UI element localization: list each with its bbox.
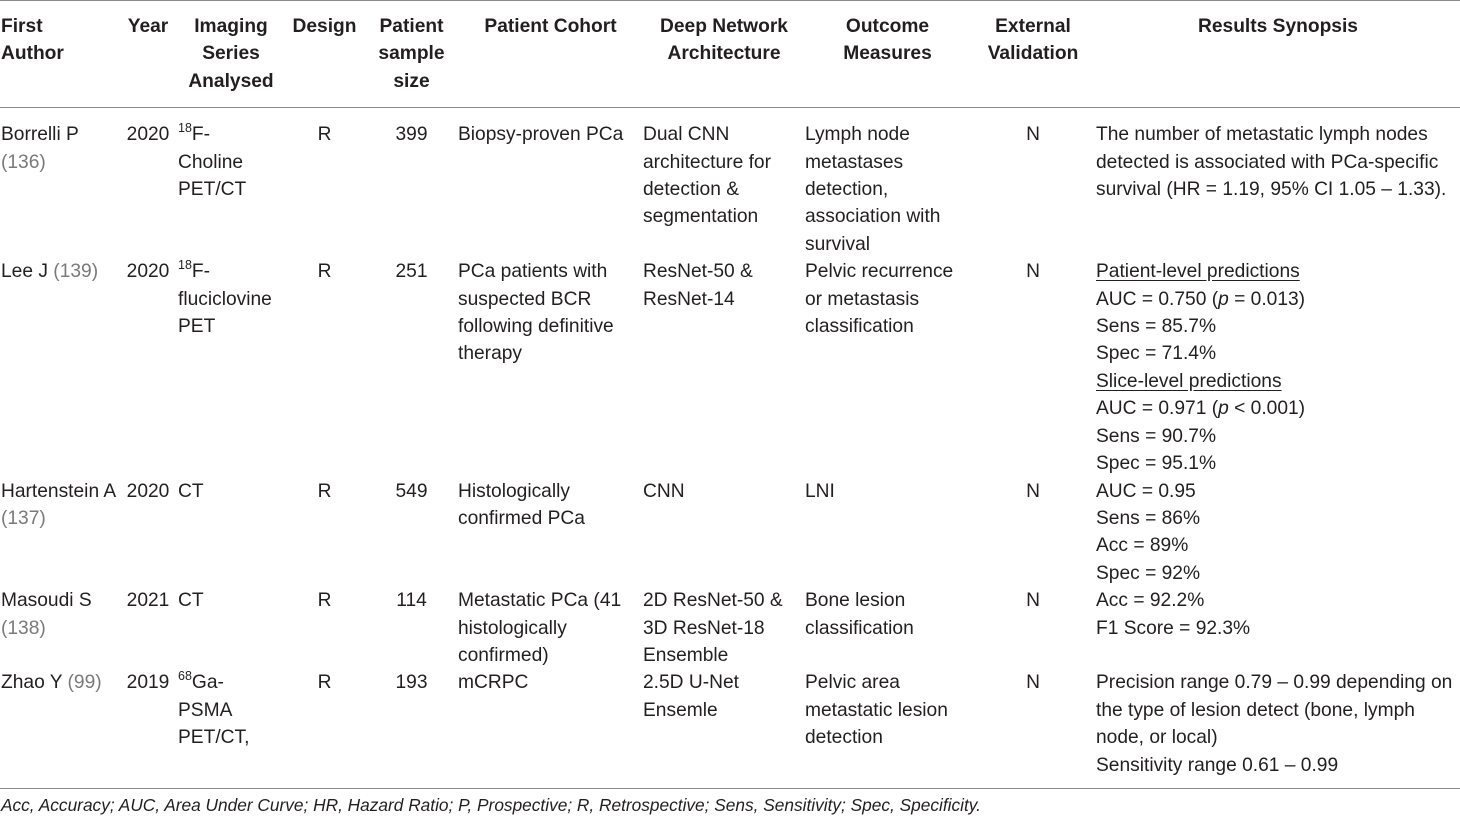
external-validation-cell: N [1026, 124, 1040, 146]
header-first-author: First Author [0, 1, 118, 108]
design-cell: R [317, 124, 332, 146]
imaging-cell: $^{18}$F- fluciclovine PET [178, 258, 272, 338]
cohort-cell: Biopsy-proven PCa [458, 124, 624, 146]
external-validation-cell: N [1026, 261, 1040, 283]
sample-size-cell: 549 [395, 480, 428, 502]
architecture-cell: ResNet-50 & ResNet-14 [643, 261, 753, 310]
header-results: Results Synopsis [1096, 1, 1460, 108]
year-cell: 2020 [126, 261, 170, 283]
architecture-cell: Dual CNN architecture for detection & segmentation [643, 124, 771, 228]
imaging-cell: CT [178, 590, 204, 612]
table-row [0, 258, 1460, 477]
header-external-validation: External Validation [970, 1, 1096, 108]
sample-size-cell: 251 [395, 261, 428, 283]
cohort-cell: Histologically confirmed PCa [458, 480, 585, 529]
slice-level-heading: Slice-level predictions [1096, 370, 1282, 392]
results-cell: Patient-level predictions AUC = 0.750 (p = 0.013) Sens = 85.7% Spec = 71.4% Slice-level predictions AUC = 0.971 (p < 0.001) Sens = 90.7% Spec = 95.1% [1096, 261, 1306, 475]
imaging-cell: $^{68}$Ga- PSMA PET/CT, [178, 669, 284, 788]
outcome-cell: Lymph node metastases detection, association with survival [805, 124, 941, 255]
outcome-cell: Pelvic recurrence or metastasis classification [805, 261, 954, 338]
external-validation-cell: N [970, 669, 1096, 788]
table-row [0, 587, 1460, 669]
cohort-cell: PCa patients with suspected BCR following definitive therapy [458, 261, 614, 365]
sample-size-cell: 114 [396, 590, 427, 612]
table-row [0, 478, 1460, 588]
cohort-cell: Metastatic PCa (41 histologically confirmed) [458, 590, 622, 666]
results-cell: The number of metastatic lymph nodes detected is associated with PCa-specific survival (HR = 1.19, 95% CI 1.05 – 1.33). [1096, 124, 1447, 201]
outcome-cell: LNI [805, 480, 835, 502]
sample-size-cell: 193 [365, 669, 458, 788]
author-cell: Zhao Y (99) [0, 669, 118, 788]
table-footnote: Acc, Accuracy; AUC, Area Under Curve; HR, Hazard Ratio; P, Prospective; R, Retrospective; Sens, Sensitivity; Spec, Specificity. [1, 795, 981, 815]
design-cell: R [317, 480, 332, 502]
imaging-cell: $^{18}$F- Choline PET/CT [178, 121, 247, 201]
year-cell: 2020 [126, 124, 170, 146]
reference-link[interactable]: (138) [1, 617, 46, 639]
results-cell: AUC = 0.95 Sens = 86% Acc = 89% Spec = 92% [1096, 480, 1201, 584]
architecture-cell: 2.5D U-Net Ensemle [643, 669, 805, 788]
sample-size-cell: 399 [395, 124, 428, 146]
reference-link[interactable]: (139) [53, 261, 99, 283]
design-cell: R [317, 590, 332, 612]
reference-link[interactable]: (136) [1, 151, 46, 173]
imaging-cell: CT [178, 480, 204, 502]
table-row [0, 108, 1460, 259]
year-cell: 2019 [118, 669, 178, 788]
results-cell: Acc = 92.2% F1 Score = 92.3% [1096, 590, 1251, 639]
year-cell: 2021 [126, 590, 170, 612]
year-cell: 2020 [126, 480, 170, 502]
author-cell: Borrelli P (136) [1, 124, 79, 173]
architecture-cell: 2D ResNet-50 & 3D ResNet-18 Ensemble [643, 590, 783, 666]
external-validation-cell: N [1026, 480, 1040, 502]
reference-link[interactable]: (137) [1, 507, 46, 529]
header-outcome: Outcome Measures [805, 1, 970, 108]
header-architecture: Deep Network Architecture [643, 1, 805, 108]
header-sample-size: Patient sample size [365, 1, 458, 108]
header-patient-cohort: Patient Cohort [458, 1, 643, 108]
reference-link[interactable]: (99) [67, 672, 102, 694]
external-validation-cell: N [1026, 590, 1040, 612]
results-cell: Precision range 0.79 – 0.99 depending on the type of lesion detect (bone, lymph node, or local) Sensitivity range 0.61 – 0.99 [1096, 669, 1460, 788]
architecture-cell: CNN [643, 480, 685, 502]
header-design: Design [284, 1, 365, 108]
design-cell: R [284, 669, 365, 788]
patient-level-heading: Patient-level predictions [1096, 261, 1300, 283]
table-row [0, 669, 1460, 788]
outcome-cell: Pelvic area metastatic lesion detection [805, 669, 970, 788]
outcome-cell: Bone lesion classification [805, 590, 914, 639]
header-year: Year [118, 1, 178, 108]
header-imaging-series: Imaging Series Analysed [178, 1, 284, 108]
design-cell: R [317, 261, 332, 283]
header-row [0, 1, 1460, 108]
cohort-cell: mCRPC [458, 669, 643, 788]
author-cell: Hartenstein A (137) [1, 480, 116, 529]
author-cell: Lee J (139) [1, 261, 99, 283]
author-cell: Masoudi S (138) [1, 590, 92, 639]
